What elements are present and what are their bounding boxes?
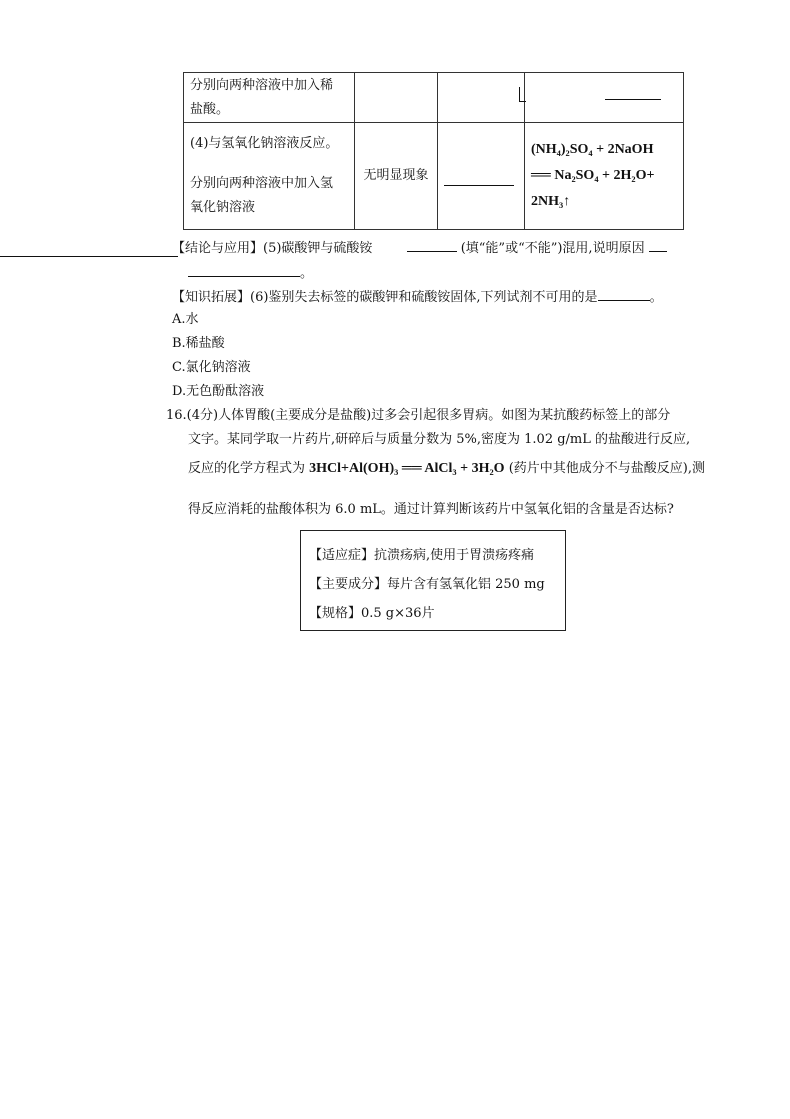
answer-blank[interactable] (519, 87, 526, 102)
table-cell (438, 73, 525, 123)
question-text: (药片中其他成分不与盐酸反应),测 (508, 461, 705, 476)
question-16-line-1: 16.(4分)人体胃酸(主要成分是盐酸)过多会引起很多胃病。如图为某抗酸药标签上的部分 (166, 408, 671, 423)
cell-text: 氧化钠溶液 (190, 200, 256, 215)
answer-blank[interactable] (188, 262, 300, 277)
table-cell (438, 123, 525, 230)
reaction-equation: 3HCl+Al(OH)₃ ══ AlCl₃ + 3H₂O (309, 461, 505, 476)
question-16-line-4: 得反应消耗的盐酸体积为 6.0 mL。通过计算判断该药片中氢氧化铝的含量是否达标? (188, 502, 674, 517)
answer-blank[interactable] (649, 237, 667, 252)
cell-text: (4)与氢氧化钠溶液反应。 (190, 136, 339, 151)
table-cell (355, 123, 438, 230)
extension-line (172, 286, 663, 309)
answer-blank[interactable] (444, 171, 514, 186)
drug-label-box (300, 530, 566, 631)
table-cell (184, 73, 355, 123)
option-a: A.水 (172, 312, 199, 327)
experiment-table (183, 72, 684, 230)
table-cell (355, 73, 438, 123)
option-b: B.稀盐酸 (172, 336, 225, 351)
table-row (184, 123, 684, 230)
question-16-line-2: 文字。某同学取一片药片,研碎后与质量分数为 5%,密度为 1.02 g/mL 的盐酸进行反应, (188, 432, 691, 447)
table-row (184, 73, 684, 123)
table-cell (184, 123, 355, 230)
conclusion-text: (填“能”或“不能”)混用,说明原因 (460, 241, 645, 256)
option-d: D.无色酚酞溶液 (172, 384, 265, 399)
extension-text: 【知识拓展】(6)鉴别失去标签的碳酸钾和硫酸铵固体,下列试剂不可用的是 (172, 290, 598, 305)
conclusion-line (172, 237, 667, 260)
reaction-equation: ══ Na₂SO₄ + 2H₂O+ (531, 168, 655, 183)
table-cell (525, 123, 684, 230)
observation-text: 无明显现象 (363, 168, 429, 183)
answer-blank[interactable] (407, 237, 457, 252)
answer-blank[interactable] (598, 286, 650, 301)
question-text: 反应的化学方程式为 (188, 461, 306, 476)
drug-label-line: 【规格】0.5 g×36片 (309, 606, 435, 621)
punctuation: 。 (300, 266, 314, 281)
cell-text: 分别向两种溶液中加入氢 (190, 176, 334, 191)
question-16-line-3 (188, 456, 705, 482)
cell-text: 分别向两种溶液中加入稀 (190, 77, 334, 93)
conclusion-line-2 (188, 262, 313, 285)
drug-label-line: 【主要成分】每片含有氢氧化铝 250 mg (309, 577, 545, 592)
divider (0, 256, 178, 257)
table-cell (525, 73, 684, 123)
conclusion-text: 【结论与应用】(5)碳酸钾与硫酸铵 (172, 241, 373, 256)
cell-text: 盐酸。 (190, 101, 230, 117)
reaction-equation: 2NH₃↑ (531, 194, 571, 209)
drug-label-line: 【适应症】抗溃疡病,使用于胃溃疡疼痛 (309, 548, 535, 563)
punctuation: 。 (649, 290, 663, 305)
option-c: C.氯化钠溶液 (172, 360, 251, 375)
reaction-equation: (NH₄)₂SO₄ + 2NaOH (531, 142, 654, 157)
answer-blank[interactable] (605, 85, 661, 100)
